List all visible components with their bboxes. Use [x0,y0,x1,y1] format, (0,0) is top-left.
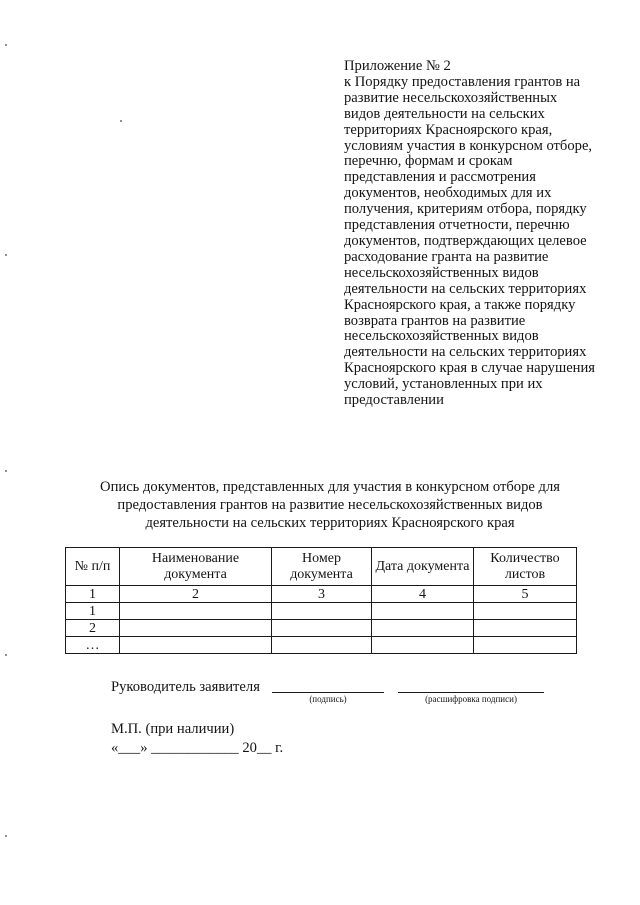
table-header-row [66,548,577,586]
signature-decoding-caption: (расшифровка подписи) [425,694,517,704]
signature-decoding-line [398,692,544,693]
table-cell: 1 [66,586,120,603]
scan-dot [5,44,7,46]
table-cell [372,637,474,654]
table-cell: 2 [66,620,120,637]
appendix-line: развитие несельскохозяйственных [344,89,558,106]
appendix-line: деятельности на сельских территориях [344,280,587,297]
appendix-header [344,59,624,409]
table-cell [272,603,372,620]
appendix-line: возврата грантов на развитие [344,312,526,329]
appendix-line: к Порядку предоставления грантов на [344,73,581,90]
table-cell: 1 [66,603,120,620]
signature-label: Руководитель заявителя [111,679,260,695]
table-cell: … [66,637,120,654]
header-sheet-count: Количество листов [474,548,577,586]
scan-dot [5,835,7,837]
appendix-line: видов деятельности на сельских [344,105,545,122]
table-cell: 5 [474,586,577,603]
header-document-name: Наименование документа [120,548,272,586]
table-cell: 4 [372,586,474,603]
appendix-line: условий, установленных при их [344,376,543,393]
seal-note: М.П. (при наличии) [111,721,235,737]
signature-caption: (подпись) [309,694,347,704]
scan-dot [5,470,7,472]
appendix-line: несельскохозяйственных видов [344,264,539,281]
table-cell [474,637,577,654]
appendix-line: расходование гранта на развитие [344,248,549,265]
scan-dot [5,654,7,656]
appendix-line: территориях Красноярского края, [344,121,553,138]
title-line: Опись документов, представленных для участия в конкурсном отборе для [100,479,560,495]
documents-table [65,547,577,654]
scan-dot [120,120,122,122]
header-document-number: Номер документа [272,548,372,586]
appendix-line: документов, подтверждающих целевое [344,232,587,249]
document-title [60,478,600,532]
table-cell: 3 [272,586,372,603]
date-line: «___» ____________ 20__ г. [111,740,284,756]
appendix-line: предоставлении [344,392,444,409]
table-row [66,586,577,603]
title-line: предоставления грантов на развитие несельскохозяйственных видов [117,497,543,513]
table-cell [120,620,272,637]
table-cell [372,620,474,637]
appendix-line: представления и рассмотрения [344,169,536,186]
table-row [66,603,577,620]
appendix-line: документов, необходимых для их [344,185,552,202]
title-line: деятельности на сельских территориях Красноярского края [145,515,515,531]
appendix-line: Красноярского края в случае нарушения [344,360,596,377]
table-row [66,637,577,654]
table-cell [474,603,577,620]
table-cell [120,603,272,620]
appendix-line: получения, критериям отбора, порядку [344,201,587,218]
table-cell [372,603,474,620]
table-cell [272,620,372,637]
appendix-line: деятельности на сельских территориях [344,344,587,361]
appendix-line: Красноярского края, а также порядку [344,296,576,313]
table-cell [272,637,372,654]
signature-line [272,692,384,693]
header-document-date: Дата документа [372,548,474,586]
appendix-line: несельскохозяйственных видов [344,328,539,345]
appendix-line: условиям участия в конкурсном отборе, [344,137,593,154]
table-cell: 2 [120,586,272,603]
table-row [66,620,577,637]
appendix-line: перечню, формам и срокам [344,153,513,170]
header-number: № п/п [66,548,120,586]
appendix-line: представления отчетности, перечню [344,217,570,234]
table-cell [474,620,577,637]
table-cell [120,637,272,654]
scan-dot [5,254,7,256]
appendix-line: Приложение № 2 [344,58,451,74]
